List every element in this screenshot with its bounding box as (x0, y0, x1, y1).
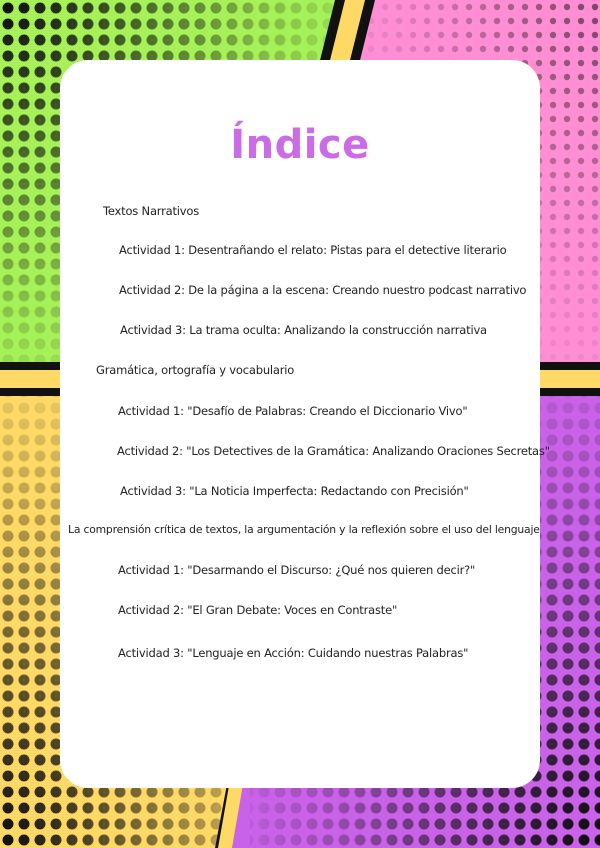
page-title: Índice (230, 122, 370, 168)
index-card (60, 60, 540, 788)
activity-entry: Actividad 2: "El Gran Debate: Voces en Contraste" (118, 603, 398, 617)
activity-entry: Actividad 2: De la página a la escena: Creando nuestro podcast narrativo (119, 283, 527, 297)
activity-entry: Actividad 3: "La Noticia Imperfecta: Redactando con Precisión" (120, 484, 469, 498)
section-heading-critical-comprehension: La comprensión crítica de textos, la argumentación y la reflexión sobre el uso del lenguaje (68, 523, 540, 536)
activity-entry: Actividad 1: Desentrañando el relato: Pistas para el detective literario (119, 243, 507, 257)
section-heading-narrative-texts: Textos Narrativos (103, 204, 200, 218)
activity-entry: Actividad 3: "Lenguaje en Acción: Cuidando nuestras Palabras" (118, 646, 469, 660)
section-heading-grammar: Gramática, ortografía y vocabulario (96, 363, 295, 377)
activity-entry: Actividad 3: La trama oculta: Analizando la construcción narrativa (120, 323, 487, 337)
activity-entry: Actividad 2: "Los Detectives de la Gramática: Analizando Oraciones Secretas" (117, 444, 550, 458)
activity-entry: Actividad 1: "Desarmando el Discurso: ¿Qué nos quieren decir?" (118, 563, 476, 577)
activity-entry: Actividad 1: "Desafío de Palabras: Creando el Diccionario Vivo" (118, 404, 468, 418)
